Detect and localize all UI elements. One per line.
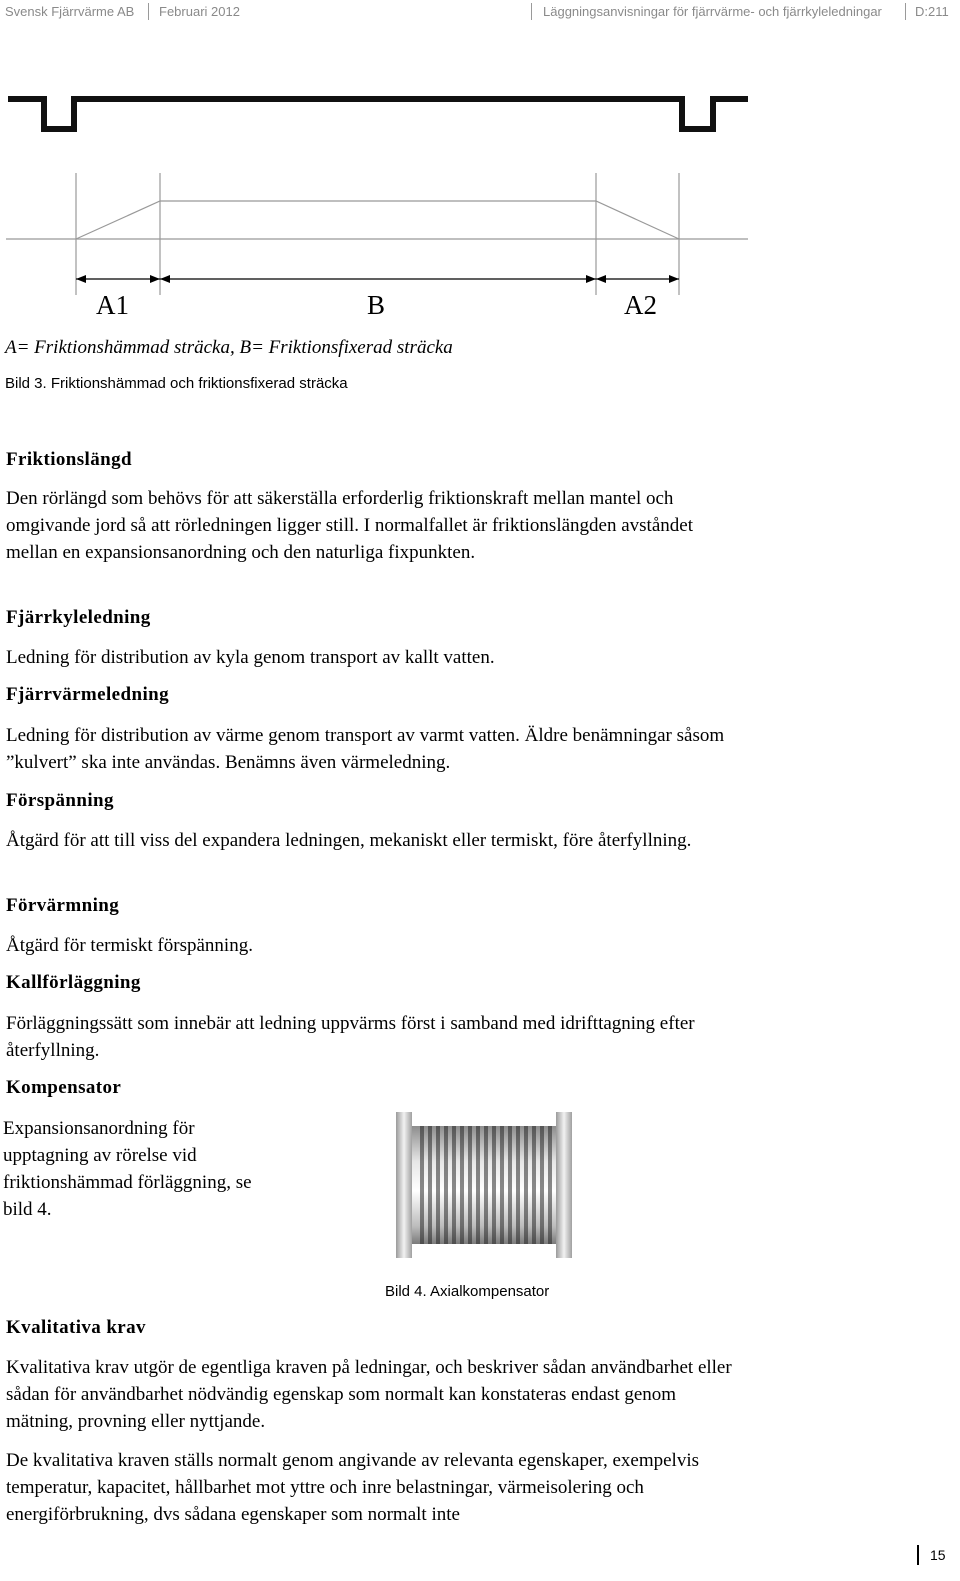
- pipe-profile: [8, 99, 748, 129]
- footer-separator: [917, 1545, 919, 1565]
- header-doc-code: D:211: [915, 4, 949, 19]
- figure4-caption: Bild 4. Axialkompensator: [385, 1283, 550, 1300]
- quality-paragraph-1: Kvalitativa krav utgör de egentliga kraven på ledningar, och beskriver sådan användbarhet eller sådan för användbarhet nödvändig egenskap som normalt kan konstateras endast genom mätning, provning eller nyttjande.: [6, 1357, 732, 1432]
- term-heading-forspanning: Förspänning: [6, 790, 114, 811]
- axial-compensator-image: [396, 1112, 572, 1258]
- term-text-kompensator: Expansionsanordning för upptagning av rörelse vid friktionshämmad förläggning, se bild 4.: [3, 1118, 252, 1220]
- label-b: B: [367, 290, 386, 320]
- label-a2: A2: [624, 290, 657, 320]
- figure3-legend: A= Friktionshämmad sträcka, B= Friktionsfixerad sträcka: [5, 337, 453, 358]
- arrow-head: [160, 275, 170, 283]
- header-date: Februari 2012: [159, 4, 240, 19]
- term-text-kallforlaggning: Förläggningssätt som innebär att ledning uppvärms först i samband med idrifttagning efter återfyllning.: [6, 1013, 695, 1061]
- arrow-head: [596, 275, 606, 283]
- term-text-friktionslangd: Den rörlängd som behövs för att säkerställa erforderlig friktionskraft mellan mantel och omgivande jord så att rörledningen ligger still. I normalfallet är friktionslängden avståndet mellan en expansionsanordning och den naturliga fixpunkten.: [6, 488, 693, 563]
- term-text-fjarrkyleledning: Ledning för distribution av kyla genom transport av kallt vatten.: [6, 647, 495, 668]
- arrow-head: [150, 275, 160, 283]
- term-heading-kallforlaggning: Kallförläggning: [6, 972, 141, 993]
- label-a1: A1: [96, 290, 129, 320]
- arrow-head: [76, 275, 86, 283]
- arrow-head: [586, 275, 596, 283]
- term-heading-fjarrvarmeledning: Fjärrvärmeledning: [6, 684, 169, 705]
- friction-diagram: [0, 88, 760, 323]
- force-curve: [76, 201, 679, 239]
- term-heading-forvarmning: Förvärmning: [6, 895, 120, 916]
- header-doc-title: Läggningsanvisningar för fjärrvärme- och fjärrkyleledningar: [543, 4, 882, 19]
- bellows-ribs: [416, 1126, 552, 1244]
- term-text-fjarrvarmeledning: Ledning för distribution av värme genom transport av varmt vatten. Äldre benämningar såsom ”kulvert” ska inte användas. Benämns även värmeledning.: [6, 725, 725, 773]
- term-text-forspanning: Åtgärd för att till viss del expandera ledningen, mekaniskt eller termiskt, före återfyllning.: [6, 830, 692, 851]
- flange-right: [556, 1112, 572, 1258]
- figure3-caption: Bild 3. Friktionshämmad och friktionsfixerad sträcka: [5, 375, 348, 392]
- arrow-head: [669, 275, 679, 283]
- term-heading-fjarrkyleledning: Fjärrkyleledning: [6, 607, 151, 628]
- quality-heading: Kvalitativa krav: [6, 1317, 146, 1338]
- page-number: 15: [930, 1547, 946, 1563]
- header-separator: [905, 3, 906, 20]
- header-org: Svensk Fjärrvärme AB: [5, 4, 135, 19]
- flange-left: [396, 1112, 412, 1258]
- page-header: [0, 0, 960, 24]
- term-heading-kompensator: Kompensator: [6, 1077, 122, 1098]
- header-separator: [531, 3, 532, 20]
- term-text-forvarmning: Åtgärd för termiskt förspänning.: [6, 935, 253, 956]
- quality-paragraph-2: De kvalitativa kraven ställs normalt genom angivande av relevanta egenskaper, exempelvis temperatur, kapacitet, hållbarhet mot yttre och inre belastningar, värmeisolering och energiförbrukning, dvs sådana egenskaper som normalt inte: [6, 1450, 700, 1525]
- term-heading-friktionslangd: Friktionslängd: [6, 449, 132, 470]
- header-separator: [148, 3, 149, 20]
